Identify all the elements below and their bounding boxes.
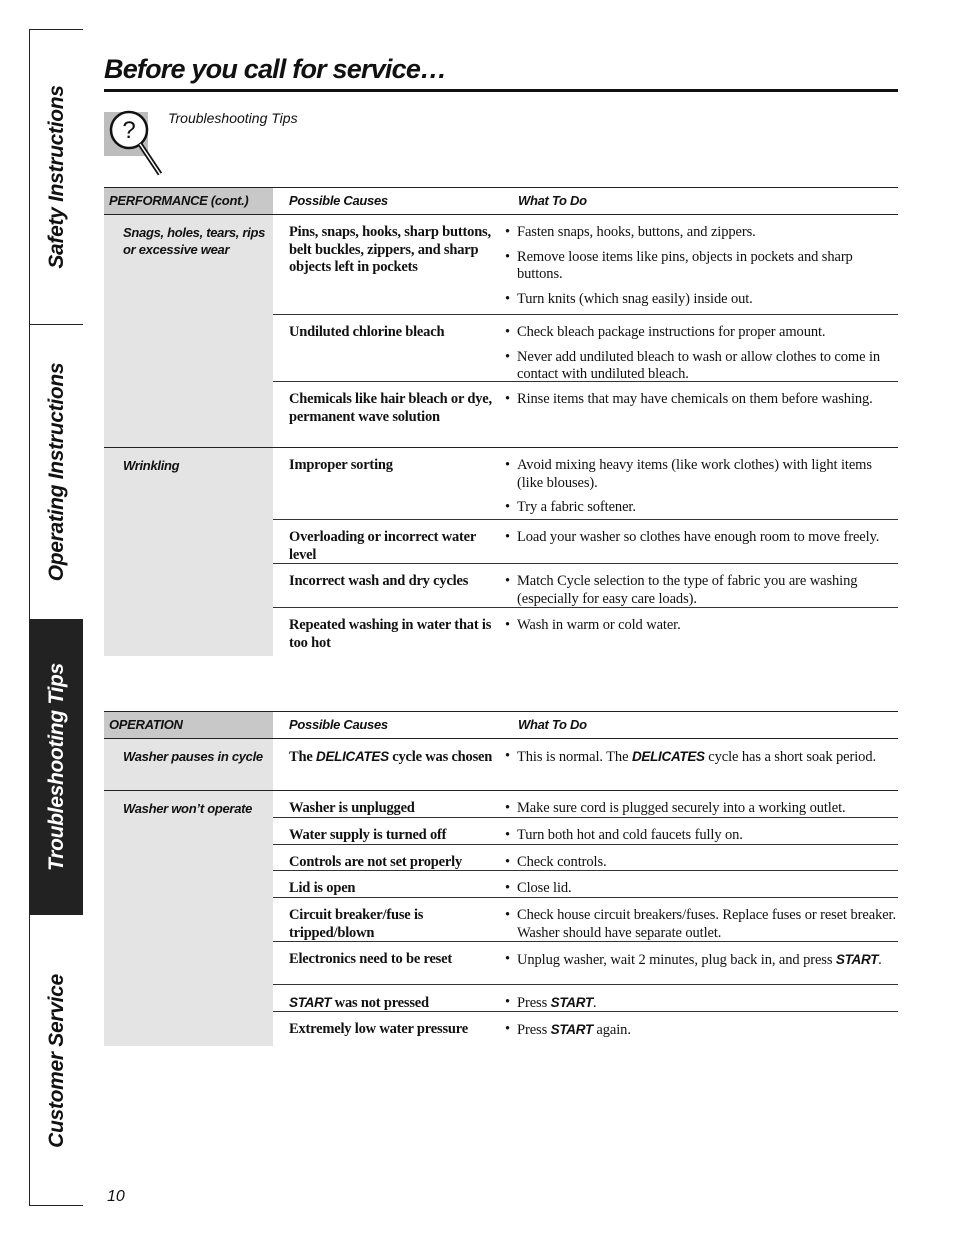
side-tabs [29,29,83,1206]
section-header: PERFORMANCE (cont.) [104,188,273,214]
todo-item: • Match Cycle selection to the type of fabric you are washing (especially for easy care loads). [502,573,898,608]
cause-row [273,844,898,870]
cause-text: Incorrect wash and dry cycles [289,573,469,589]
problem-snags [104,215,898,447]
page-number: 10 [107,1188,125,1205]
cause-row [273,381,898,447]
cause-text: Chemicals like hair bleach or dye, permanent wave solution [289,391,492,425]
table-header [104,187,898,215]
section-label: Troubleshooting Tips [168,110,298,126]
problem-washer-wont-operate [104,790,898,1046]
tab-label: Troubleshooting Tips [44,663,68,871]
title-divider [104,89,898,92]
cause-row [273,897,898,941]
problem-wrinkling [104,447,898,656]
tab-customer-service[interactable] [30,914,83,1207]
problem-name: Washer pauses in cycle [104,739,273,790]
todo-item: • Check bleach package instructions for proper amount. [502,324,898,342]
cause-text: The DELICATES cycle was chosen [289,749,493,765]
todo-item: • Never add undiluted bleach to wash or allow clothes to come in contact with undiluted bleach. [502,349,898,384]
cause-row [273,215,898,314]
todo-item: • Press START again. [502,1021,898,1040]
todo-item: • Check controls. [502,854,898,872]
todo-item: • Turn knits (which snag easily) inside out. [502,291,898,309]
cause-text: Overloading or incorrect water level [289,529,476,563]
section-header: OPERATION [104,712,273,738]
cause-text: Extremely low water pressure [289,1021,468,1037]
column-header-causes: Possible Causes [289,193,388,208]
tab-label: Customer Service [44,974,68,1148]
cause-text: Controls are not set properly [289,854,463,870]
todo-item: • Unplug washer, wait 2 minutes, plug back in, and press START. [502,951,898,970]
column-header-todo: What To Do [518,193,587,208]
cause-text: Water supply is turned off [289,827,447,843]
problem-name: Wrinkling [104,448,273,656]
problem-name: Washer won’t operate [104,791,273,1046]
todo-item: • Rinse items that may have chemicals on them before washing. [502,391,898,409]
cause-row [273,791,898,817]
todo-item: • Check house circuit breakers/fuses. Replace fuses or reset breaker. Washer should have separate outlet. [502,907,898,942]
todo-item: • Press START. [502,994,898,1013]
todo-item: • Remove loose items like pins, objects in pockets and sharp buttons. [502,249,898,284]
todo-item: • Try a fabric softener. [502,499,898,517]
cause-row [273,941,898,984]
cause-text: Circuit breaker/fuse is tripped/blown [289,907,424,941]
cause-row [273,1011,898,1046]
cause-text: Washer is unplugged [289,800,415,816]
page-title: Before you call for service… [104,54,447,84]
tab-label: Operating Instructions [44,362,68,582]
todo-item: • Make sure cord is plugged securely into a working outlet. [502,800,898,818]
cause-row [273,519,898,563]
tab-safety-instructions[interactable] [30,30,83,325]
column-header-todo: What To Do [518,717,587,732]
cause-row [273,984,898,1011]
cause-text: Undiluted chlorine bleach [289,324,445,340]
todo-item: • Fasten snaps, hooks, buttons, and zippers. [502,224,898,242]
problem-washer-pauses [104,739,898,790]
todo-item: • This is normal. The DELICATES cycle has a short soak period. [502,748,898,767]
cause-text: Electronics need to be reset [289,951,452,967]
column-header-causes: Possible Causes [289,717,388,732]
cause-row [273,563,898,607]
todo-item: • Turn both hot and cold faucets fully on. [502,827,898,845]
cause-text: START was not pressed [289,995,429,1011]
cause-row [273,870,898,897]
cause-row [273,817,898,844]
cause-row [273,607,898,656]
todo-item: • Close lid. [502,880,898,898]
cause-text: Pins, snaps, hooks, sharp buttons, belt buckles, zippers, and sharp objects left in pockets [289,224,491,275]
table-header [104,711,898,739]
tab-operating-instructions[interactable] [30,325,83,620]
todo-item: • Wash in warm or cold water. [502,617,898,635]
cause-text: Repeated washing in water that is too hot [289,617,492,651]
todo-item: • Avoid mixing heavy items (like work clothes) with light items (like blouses). [502,457,898,492]
cause-row [273,739,898,790]
svg-text:?: ? [122,117,136,144]
question-magnifier-icon [104,110,166,178]
tab-label: Safety Instructions [44,85,68,269]
cause-text: Improper sorting [289,457,393,473]
cause-text: Lid is open [289,880,356,896]
cause-row [273,314,898,381]
operation-table [104,711,898,1046]
problem-name: Snags, holes, tears, rips or excessive wear [104,215,273,447]
cause-row [273,448,898,519]
todo-item: • Load your washer so clothes have enough room to move freely. [502,529,898,547]
tab-troubleshooting-tips[interactable] [30,620,83,914]
performance-table [104,187,898,656]
